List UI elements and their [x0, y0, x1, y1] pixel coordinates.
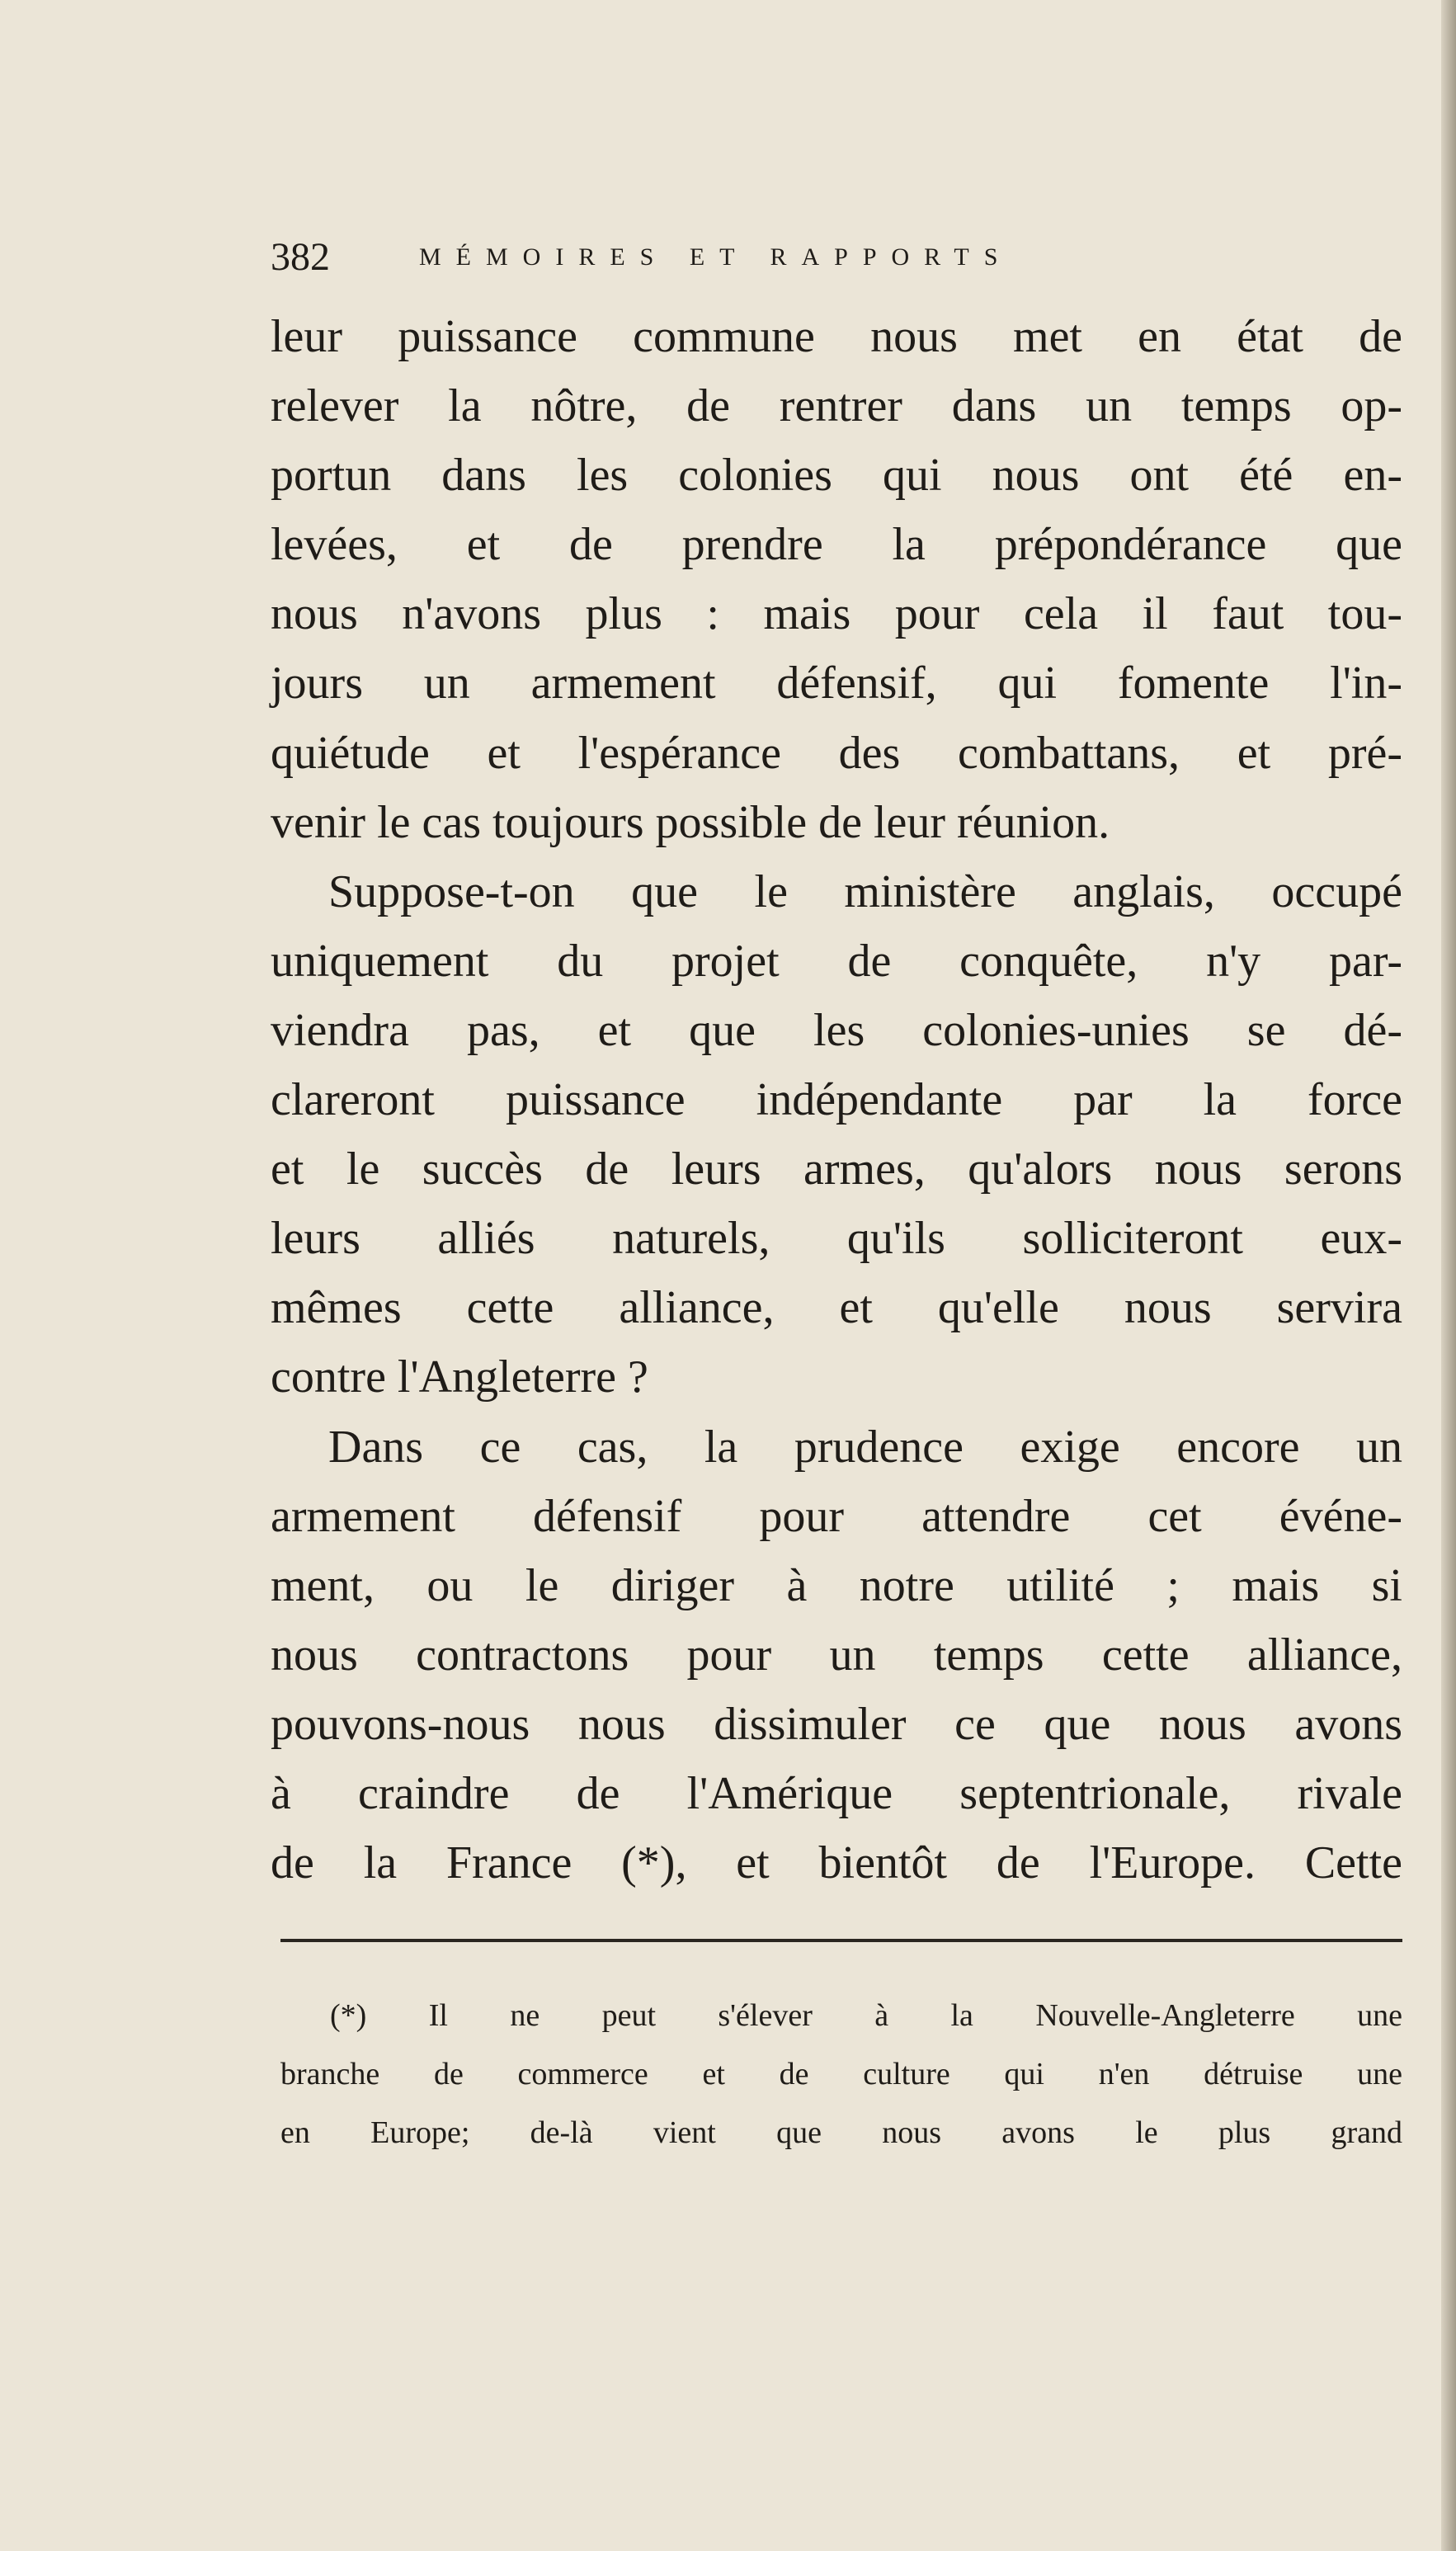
footnote: [280, 1987, 1402, 2162]
text-line: ment, ou le diriger à notre utilité ; mais si: [271, 1559, 1402, 1611]
text-line: venir le cas toujours possible de leur réunion.: [271, 796, 1110, 848]
page-number: 382: [271, 235, 330, 279]
running-title: MÉMOIRES ET RAPPORTS: [419, 243, 1013, 271]
main-text: [271, 302, 1402, 1898]
text-line: uniquement du projet de conquête, n'y par-: [271, 935, 1402, 987]
text-line: relever la nôtre, de rentrer dans un temps op-: [271, 380, 1402, 432]
text-line: de la France (*), et bientôt de l'Europe. Cette: [271, 1837, 1402, 1889]
text-line: contre l'Angleterre ?: [271, 1351, 648, 1403]
text-line: clareront puissance indépendante par la force: [271, 1074, 1402, 1126]
page-edge-shadow: [1441, 0, 1456, 2551]
text-line: leurs alliés naturels, qu'ils solliciteront eux-: [271, 1213, 1402, 1265]
text-line: et le succès de leurs armes, qu'alors nous serons: [271, 1143, 1402, 1195]
text-line: mêmes cette alliance, et qu'elle nous servira: [271, 1282, 1402, 1334]
text-line: viendra pas, et que les colonies-unies se dé-: [271, 1004, 1402, 1056]
footnote-divider: [280, 1939, 1402, 1942]
text-line: levées, et de prendre la prépondérance que: [271, 519, 1402, 571]
text-line: armement défensif pour attendre cet événe-: [271, 1490, 1402, 1542]
text-line: nous n'avons plus : mais pour cela il faut tou-: [271, 588, 1402, 640]
text-line: pouvons-nous nous dissimuler ce que nous avons: [271, 1698, 1402, 1750]
footnote-line: branche de commerce et de culture qui n'en détruise une: [280, 2057, 1402, 2091]
text-line: portun dans les colonies qui nous ont été en-: [271, 450, 1402, 502]
text-line: Suppose-t-on que le ministère anglais, occupé: [328, 865, 1402, 917]
text-line: jours un armement défensif, qui fomente l'in-: [271, 658, 1402, 710]
text-line: à craindre de l'Amérique septentrionale, rivale: [271, 1767, 1402, 1819]
text-line: leur puissance commune nous met en état de: [271, 311, 1402, 362]
footnote-line: en Europe; de-là vient que nous avons le plus grand: [280, 2115, 1402, 2150]
footnote-line: (*) Il ne peut s'élever à la Nouvelle-Angleterre une: [330, 1998, 1402, 2033]
text-line: quiétude et l'espérance des combattans, et pré-: [271, 727, 1402, 779]
page-header: [271, 233, 1236, 282]
text-line: Dans ce cas, la prudence exige encore un: [328, 1421, 1402, 1473]
text-line: nous contractons pour un temps cette alliance,: [271, 1629, 1402, 1681]
